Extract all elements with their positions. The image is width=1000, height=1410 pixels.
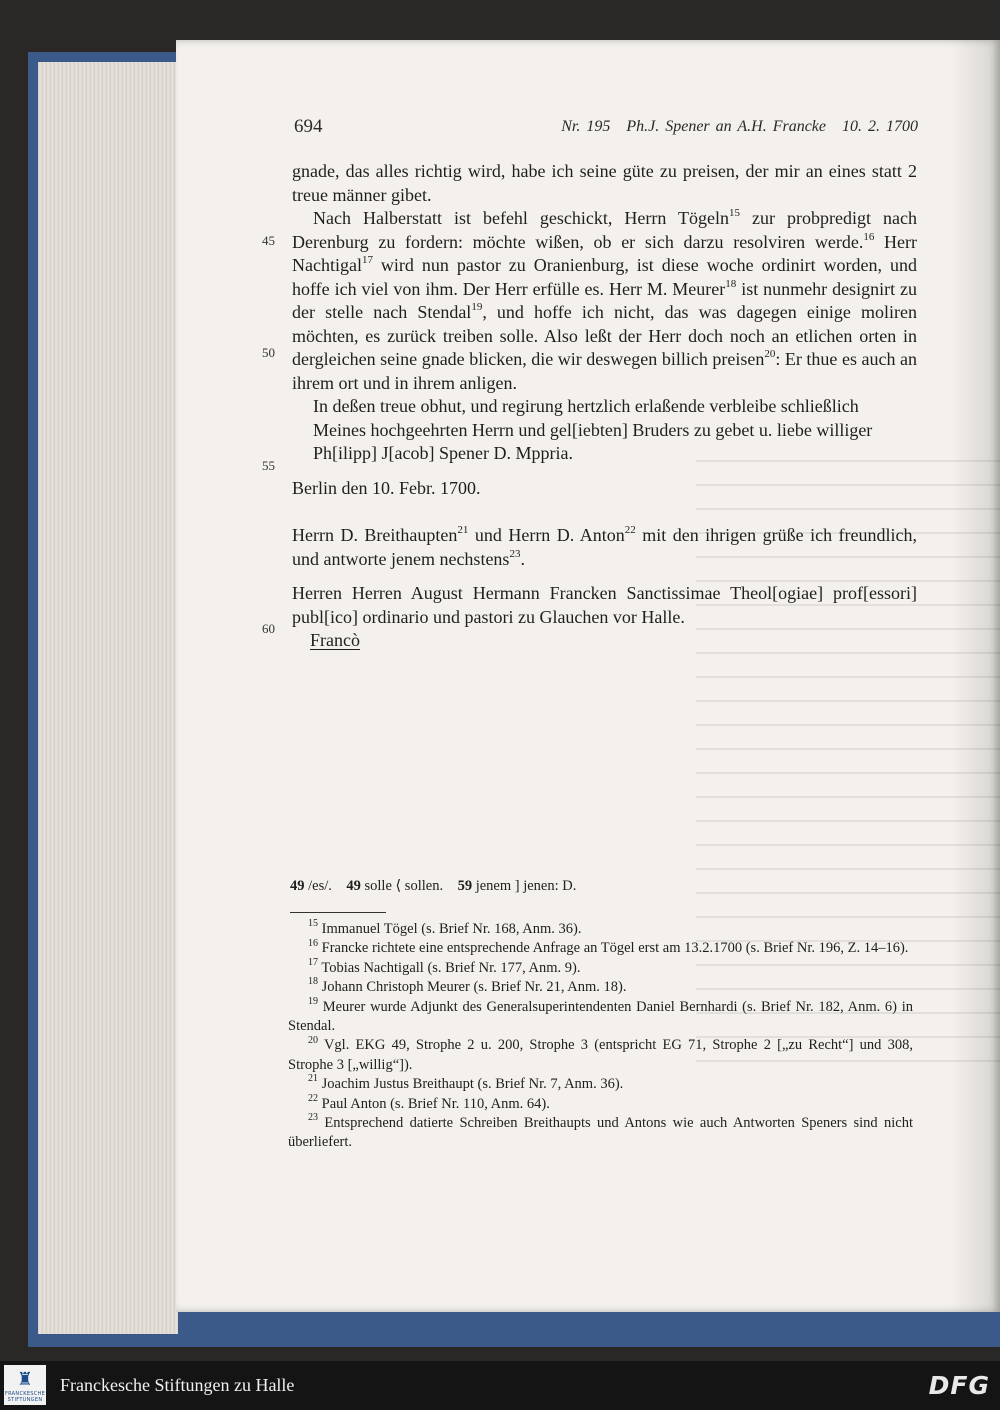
footnote: $^{22}$ Paul Anton (s. Brief Nr. 110, Anm. 64).: [308, 1092, 550, 1112]
footnote-ref[interactable]: 18: [725, 277, 737, 290]
footnote: $^{20}$ Vgl. EKG 49, Strophe 2 u. 200, Strophe 3 (entspricht EG 71, Strophe 2 [„zu Recht“] und 308, Strophe 3 [„willig“]).: [288, 1034, 913, 1073]
date-line: Berlin den 10. Febr. 1700.: [292, 477, 481, 498]
running-head-number: Nr. 195: [561, 118, 611, 135]
paragraph: Meines hochgeehrten Herrn und gel[iebten] Bruders zu gebet u. liebe williger: [313, 419, 873, 440]
line-number: 50: [262, 345, 275, 360]
page-header: [294, 116, 918, 146]
running-head-title: Ph.J. Spener an A.H. Francke: [626, 118, 826, 135]
footnote: $^{23}$ Entsprechend datierte Schreiben Breithaupts und Antons wie auch Antworten Speners sind nicht überliefert.: [288, 1112, 913, 1151]
line-number: 60: [262, 621, 275, 636]
page-edges: [38, 62, 178, 1334]
letter-text: [292, 160, 917, 653]
running-head: [551, 118, 918, 136]
footnote: $^{17}$ Tobias Nachtigall (s. Brief Nr. 177, Anm. 9).: [308, 956, 581, 976]
footnote-ref[interactable]: 20: [764, 348, 776, 360]
dfg-logo[interactable]: DFG: [928, 1371, 990, 1400]
footnote: $^{15}$ Immanuel Tögel (s. Brief Nr. 168, Anm. 36).: [308, 918, 582, 937]
footnote-ref[interactable]: 23: [509, 547, 521, 560]
text-apparatus: 49 /es/. 49 solle ⟨ sollen. 59 jenem ] jenen: D.: [290, 878, 577, 894]
footnote: $^{21}$ Joachim Justus Breithaupt (s. Brief Nr. 7, Anm. 36).: [308, 1073, 624, 1093]
footnote: $^{16}$ Francke richtete eine entsprechende Anfrage an Tögel erst am 13.2.1700 (s. Brief Nr. 196, Z. 14–16).: [308, 937, 909, 957]
line-number: 45: [262, 233, 275, 248]
page-number: 694: [294, 116, 323, 137]
institution-logo[interactable]: ♜ FRANCKESCHE STIFTUNGEN: [4, 1365, 46, 1405]
running-head-date: 10. 2. 1700: [842, 118, 918, 135]
footnote-ref[interactable]: 16: [863, 230, 875, 243]
franco-note: Francò: [310, 630, 360, 650]
footnote-rule: [290, 912, 386, 913]
line-number: 55: [262, 458, 275, 473]
footnote-ref[interactable]: 22: [624, 524, 636, 536]
footnote: $^{19}$ Meurer wurde Adjunkt des Generalsuperintendenten Daniel Bernhardi (s. Brief Nr. 182, Anm. 6) in Stendal.: [288, 995, 913, 1035]
footer-bar: [0, 1361, 1000, 1410]
footnote-ref[interactable]: 21: [457, 524, 469, 536]
footnote: $^{18}$ Johann Christoph Meurer (s. Brief Nr. 21, Anm. 18).: [308, 976, 627, 996]
institution-name[interactable]: Franckesche Stiftungen zu Halle: [60, 1375, 295, 1395]
footnote-ref[interactable]: 15: [729, 207, 741, 219]
paragraph: Nach Halberstatt ist befehl geschickt, Herrn Tögeln$^{15}$ zur probpredigt nach Derenburg zu fordern: möchte wißen, ob er sich darzu resolviren werde.$^{16}$ Herr Nachtigal$^{17}$ wird nun pastor zu Oranienburg, ist diese woche ordinirt worden, und hoffe ich viel von ihm. Der Herr erfülle es. Herr M. Meurer$^{18}$ ist nunmehr designirt zu der stelle nach Stendal$^{19}$, und hoffe ich nicht, das was dagegen einige moliren möchten, es zurück treiben solle. Also leßt der Herr doch noch an etlichen orten in dergleichen seine gnade blicken, die wir deswegen billich preisen$^{20}$: Er thue es auch an ihrem ort und in ihrem anligen.: [292, 207, 918, 393]
signature: Ph[ilipp] J[acob] Spener D. Mppria.: [313, 443, 573, 463]
paragraph: In deßen treue obhut, und regirung hertzlich erlaßende verbleibe schließlich: [313, 396, 859, 416]
address: Herren Herren August Hermann Francken Sanctissimae Theol[ogiae] prof[essori] publ[ico] ordinario und pastori zu Glauchen vor Halle.: [292, 583, 917, 627]
postscript: Herrn D. Breithaupten$^{21}$ und Herrn D. Anton$^{22}$ mit den ihrigen grüße ich freundlich, und antworte jenem nechstens$^{23}$.: [292, 524, 918, 569]
orphanage-icon: ♜: [16, 1369, 34, 1389]
footnotes: [288, 920, 913, 1153]
footnote-ref[interactable]: 17: [361, 254, 373, 266]
paragraph: gnade, das alles richtig wird, habe ich seine güte zu preisen, der mir an eines statt 2 treue männer gibet.: [292, 161, 917, 205]
footnote-ref[interactable]: 19: [471, 301, 483, 313]
